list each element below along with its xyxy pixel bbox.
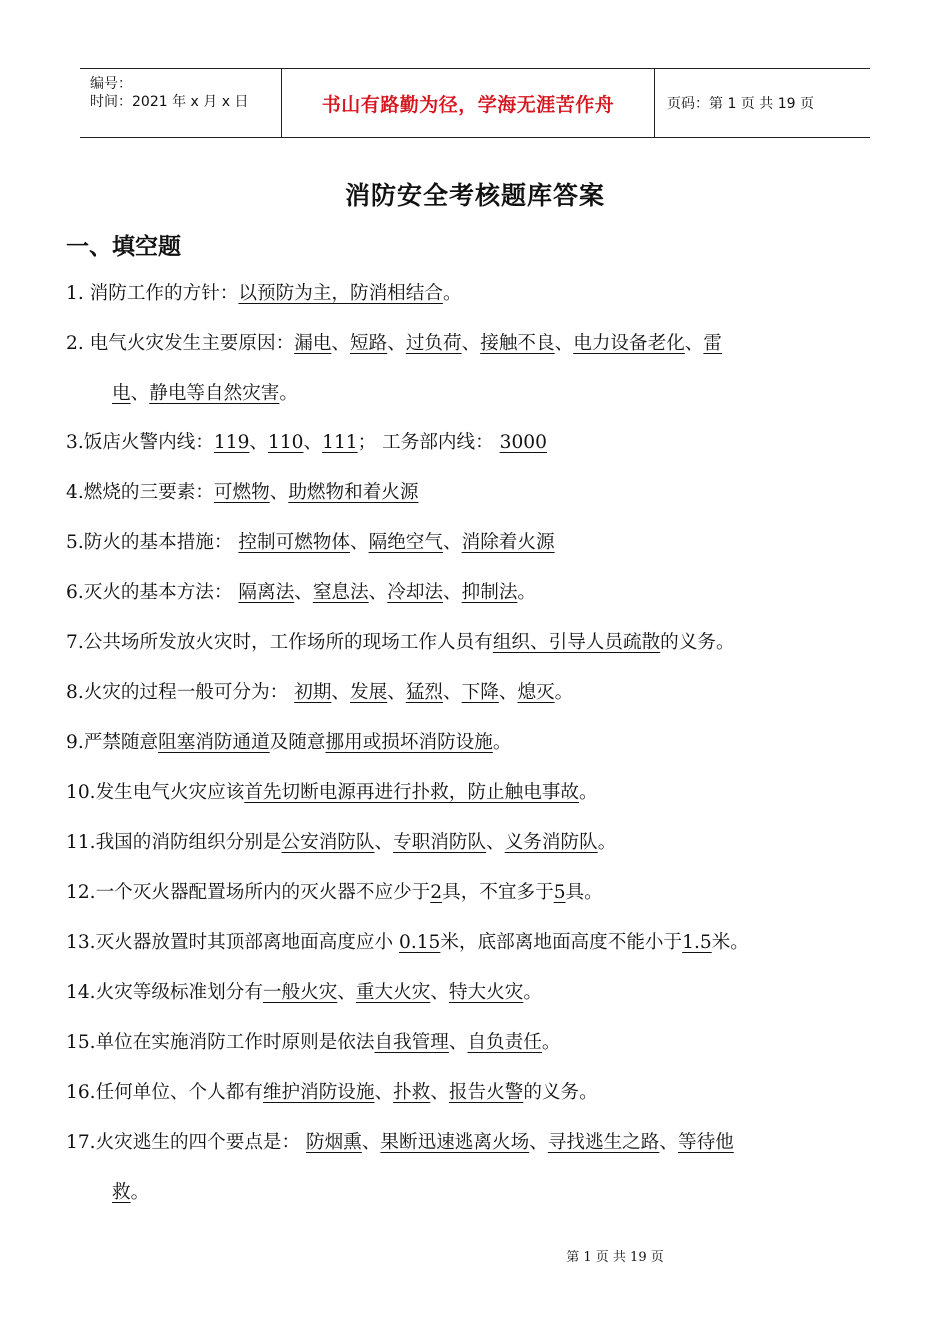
question-text: 3.饭店火警内线： bbox=[66, 432, 214, 453]
question-text: 、 bbox=[461, 333, 481, 354]
answer-blank: 111 bbox=[322, 432, 358, 453]
question-text: ； 工务部内线： bbox=[357, 432, 500, 453]
question-text: 9.严禁随意 bbox=[66, 732, 159, 753]
question-item bbox=[66, 918, 886, 968]
question-item bbox=[66, 568, 886, 618]
answer-blank: 猛烈 bbox=[405, 682, 444, 703]
question-text: 。 bbox=[579, 782, 598, 803]
question-text: 、 bbox=[529, 1132, 548, 1153]
question-text: 。 bbox=[523, 982, 542, 1003]
question-text: 、 bbox=[387, 682, 406, 703]
question-text: 及随意 bbox=[269, 732, 326, 753]
question-text: 8.火灾的过程一般可分为： bbox=[66, 682, 295, 703]
motto-text: 书山有路勤为径，学海无涯苦作舟 bbox=[321, 93, 615, 116]
answer-blank: 过负荷 bbox=[405, 333, 462, 354]
question-item bbox=[66, 1018, 886, 1068]
answer-blank: 隔离法 bbox=[238, 582, 295, 603]
answer-blank: 组织、引导人员疏散 bbox=[492, 632, 661, 653]
question-line bbox=[66, 532, 555, 553]
section-heading: 一、填空题 bbox=[66, 233, 181, 260]
question-text: 16.任何单位、个人都有 bbox=[66, 1082, 263, 1103]
question-text: 6.灭火的基本方法： bbox=[66, 582, 239, 603]
question-text: 、 bbox=[337, 982, 356, 1003]
question-item bbox=[66, 718, 886, 768]
header-meta bbox=[80, 69, 281, 137]
question-text: 、 bbox=[498, 682, 518, 703]
question-text: 、 bbox=[443, 582, 462, 603]
question-item bbox=[66, 468, 886, 518]
question-text: 的义务。 bbox=[523, 1082, 598, 1103]
question-line bbox=[66, 982, 542, 1003]
question-text: 2. 电气火灾发生主要原因： bbox=[66, 333, 295, 354]
answer-blank: 电力设备老化 bbox=[573, 333, 685, 354]
question-text: 。 bbox=[517, 582, 537, 603]
question-text: 。 bbox=[554, 682, 574, 703]
answer-blank: 短路 bbox=[350, 333, 388, 354]
answer-blank: 窒息法 bbox=[312, 582, 369, 603]
question-item bbox=[66, 418, 886, 468]
question-item bbox=[66, 269, 886, 319]
question-line bbox=[66, 882, 603, 903]
question-item bbox=[66, 1068, 886, 1118]
answer-blank: 公安消防队 bbox=[281, 832, 375, 853]
answer-blank: 发展 bbox=[350, 682, 388, 703]
question-text: 、 bbox=[269, 482, 289, 503]
question-line bbox=[66, 932, 749, 953]
question-text: 、 bbox=[331, 682, 350, 703]
document-title: 消防安全考核题库答案 bbox=[344, 181, 605, 210]
answer-blank: 熄灭 bbox=[517, 682, 555, 703]
question-line bbox=[66, 1132, 734, 1153]
answer-blank: 自负责任 bbox=[467, 1032, 542, 1053]
question-text: 。 bbox=[130, 1182, 150, 1203]
question-item bbox=[66, 818, 886, 868]
question-item bbox=[66, 668, 886, 718]
answer-blank: 隔绝空气 bbox=[368, 532, 443, 553]
question-text: 、 bbox=[331, 333, 350, 354]
question-text: 。 bbox=[597, 832, 617, 853]
answer-blank: 雷 bbox=[703, 333, 723, 354]
header-table bbox=[80, 68, 870, 138]
answer-blank: 挪用或损坏消防设施 bbox=[325, 732, 493, 753]
answer-blank: 电 bbox=[112, 383, 131, 404]
answer-blank: 助燃物和着火源 bbox=[288, 482, 419, 503]
question-line bbox=[66, 1082, 598, 1103]
answer-blank: 以预防为主，防消相结合 bbox=[238, 283, 443, 304]
answer-blank: 119 bbox=[213, 432, 250, 453]
answer-blank: 初期 bbox=[294, 682, 332, 703]
page-code: 页码：第 1 页 共 19 页 bbox=[667, 96, 814, 112]
question-text: 17.火灾逃生的四个要点是： bbox=[66, 1132, 307, 1153]
answer-blank: 接触不良 bbox=[480, 333, 555, 354]
question-text: 、 bbox=[684, 333, 704, 354]
question-item bbox=[66, 518, 886, 568]
question-text: 、 bbox=[442, 532, 462, 553]
question-item bbox=[66, 618, 886, 668]
question-text: 14.火灾等级标准划分有 bbox=[66, 982, 263, 1003]
question-text: 、 bbox=[448, 1032, 468, 1053]
question-text: 、 bbox=[430, 982, 449, 1003]
question-text: 、 bbox=[303, 432, 323, 453]
question-text: 7.公共场所发放火灾时，工作场所的现场工作人员有 bbox=[66, 632, 493, 653]
question-text: 12.一个灭火器配置场所内的灭火器不应少于 bbox=[66, 882, 431, 903]
question-text: 、 bbox=[349, 532, 369, 553]
question-text: 。 bbox=[541, 1032, 561, 1053]
question-text: 具，不宜多于 bbox=[442, 882, 554, 903]
answer-blank: 漏电 bbox=[294, 333, 332, 354]
question-text: 、 bbox=[361, 1132, 381, 1153]
answer-blank: 1.5 bbox=[682, 932, 712, 953]
answer-blank: 阻塞消防通道 bbox=[158, 732, 270, 753]
question-line bbox=[66, 432, 547, 453]
question-line-continued bbox=[66, 369, 886, 419]
question-text: 、 bbox=[294, 582, 313, 603]
question-line bbox=[66, 632, 735, 653]
question-text: 、 bbox=[374, 1082, 394, 1103]
question-text: 、 bbox=[554, 333, 574, 354]
question-item bbox=[66, 1118, 886, 1218]
answer-blank: 特大火灾 bbox=[448, 982, 524, 1003]
answer-blank: 自我管理 bbox=[374, 1032, 449, 1053]
question-line bbox=[66, 1032, 560, 1053]
question-text: 1. 消防工作的方针： bbox=[66, 283, 239, 304]
answer-blank: 静电等自然灾害 bbox=[149, 383, 280, 404]
question-text: 。 bbox=[279, 383, 298, 404]
answer-blank: 下降 bbox=[461, 682, 499, 703]
answer-blank: 重大火灾 bbox=[355, 982, 431, 1003]
answer-blank: 防烟熏 bbox=[306, 1132, 362, 1153]
question-item bbox=[66, 768, 886, 818]
answer-blank: 5 bbox=[553, 882, 566, 903]
question-text: 、 bbox=[249, 432, 269, 453]
answer-blank: 等待他 bbox=[677, 1132, 734, 1153]
answer-blank: 抑制法 bbox=[461, 582, 518, 603]
question-item bbox=[66, 319, 886, 419]
answer-blank: 寻找逃生之路 bbox=[547, 1132, 660, 1153]
question-text: 。 bbox=[442, 283, 462, 304]
answer-blank: 一般火灾 bbox=[262, 982, 338, 1003]
question-text: 。 bbox=[492, 732, 512, 753]
page-footer: 第 1 页 共 19 页 bbox=[566, 1250, 664, 1265]
answer-blank: 维护消防设施 bbox=[262, 1082, 375, 1103]
question-text: 4.燃烧的三要素： bbox=[66, 482, 214, 503]
question-line bbox=[66, 782, 598, 803]
question-line bbox=[66, 682, 573, 703]
question-text: 10.发生电气火灾应该 bbox=[66, 782, 245, 803]
question-text: 、 bbox=[486, 832, 505, 853]
question-line bbox=[66, 832, 616, 853]
question-text: 的义务。 bbox=[660, 632, 735, 653]
header-motto-cell bbox=[281, 69, 655, 137]
answer-blank: 扑救 bbox=[393, 1082, 431, 1103]
question-text: 、 bbox=[430, 1082, 449, 1103]
question-text: 、 bbox=[659, 1132, 678, 1153]
question-text: 、 bbox=[374, 832, 394, 853]
question-line bbox=[66, 333, 722, 354]
answer-blank: 冷却法 bbox=[387, 582, 444, 603]
question-text: 具。 bbox=[565, 882, 603, 903]
question-text: 米，底部离地面高度不能小于 bbox=[440, 932, 683, 953]
header-page-code-cell bbox=[655, 69, 870, 137]
question-line bbox=[66, 482, 418, 503]
number-label: 编号： bbox=[90, 76, 132, 92]
answer-blank: 首先切断电源再进行扑救，防止触电事故 bbox=[244, 782, 580, 803]
question-text: 13.灭火器放置时其顶部离地面高度应小 bbox=[66, 932, 399, 953]
answer-blank: 控制可燃物体 bbox=[238, 532, 350, 553]
answer-blank: 110 bbox=[268, 432, 304, 453]
question-text: 米。 bbox=[711, 932, 749, 953]
question-text: 、 bbox=[443, 682, 462, 703]
question-line bbox=[66, 283, 462, 304]
question-text: 5.防火的基本措施： bbox=[66, 532, 239, 553]
question-line bbox=[66, 582, 536, 603]
time-label: 时间：2021 年 x 月 x 日 bbox=[90, 94, 249, 110]
answer-blank: 义务消防队 bbox=[504, 832, 598, 853]
answer-blank: 3000 bbox=[499, 432, 547, 453]
question-line-continued bbox=[66, 1168, 886, 1218]
question-item bbox=[66, 968, 886, 1018]
answer-blank: 果断迅速逃离火场 bbox=[380, 1132, 530, 1153]
answer-blank: 救 bbox=[112, 1182, 131, 1203]
question-text: 15.单位在实施消防工作时原则是依法 bbox=[66, 1032, 375, 1053]
question-text: 、 bbox=[387, 333, 406, 354]
answer-blank: 消除着火源 bbox=[461, 532, 555, 553]
question-line bbox=[66, 732, 511, 753]
question-text: 11.我国的消防组织分别是 bbox=[66, 832, 282, 853]
answer-blank: 报告火警 bbox=[448, 1082, 524, 1103]
answer-blank: 专职消防队 bbox=[393, 832, 487, 853]
question-item bbox=[66, 868, 886, 918]
answer-blank: 可燃物 bbox=[213, 482, 270, 503]
answer-blank: 2 bbox=[430, 882, 443, 903]
question-text: 、 bbox=[130, 383, 150, 404]
answer-blank: 0.15 bbox=[398, 932, 441, 953]
question-text: 、 bbox=[368, 582, 388, 603]
